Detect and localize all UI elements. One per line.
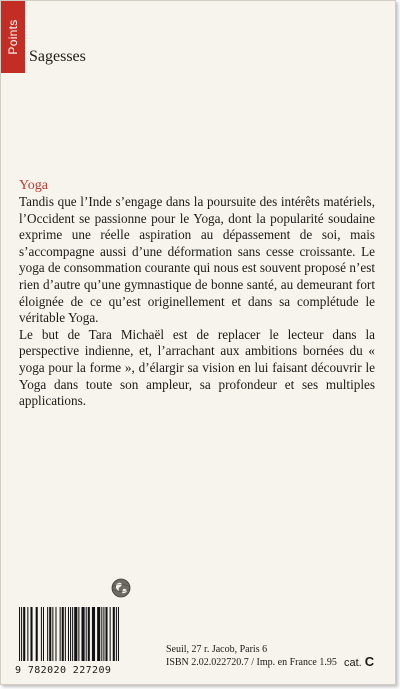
isbn-line: ISBN 2.02.022720.7 / Imp. en France 1.95 [166, 657, 337, 668]
barcode-bar [62, 607, 64, 661]
collection-tab [1, 1, 25, 73]
barcode-bar [103, 607, 104, 661]
barcode-bar [72, 607, 73, 661]
barcode-bar [36, 607, 38, 661]
barcode-bar [55, 607, 56, 661]
barcode-bar [70, 607, 71, 661]
blurb-paragraph: Tandis que l’Inde s’engage dans la poursuite des intérêts matériels, l’Occident se passionne pour le Yoga, dont la popularité soudaine exprime une réelle aspiration au dépassement de soi, mais s’accompagne aussi d’une déformation sans cesse croissante. Le yoga de consommation courante qui nous est souvent proposé n’est rien d’autre qu’une gymnastique de bonne santé, au demeurant fort éloignée de ce qu’est originellement et dans sa complétude le véritable Yoga. [19, 194, 375, 326]
barcode-bar [60, 607, 61, 661]
barcode-bar [86, 607, 87, 661]
barcode-bar [27, 607, 28, 661]
barcode-bar [82, 607, 85, 661]
publisher-address: Seuil, 27 r. Jacob, Paris 6 [166, 644, 268, 655]
category-letter: C [364, 654, 375, 669]
publisher-imprint [166, 643, 337, 669]
barcode-bar [65, 607, 66, 661]
barcode-bar [68, 607, 69, 661]
barcode-bar [92, 607, 95, 661]
barcode-bar [101, 607, 102, 661]
tab-label: Points [6, 19, 20, 55]
collection-name: Sagesses [29, 48, 86, 65]
barcode-bar [110, 607, 111, 661]
barcode-icon [17, 607, 123, 661]
barcode-bar [41, 607, 42, 661]
barcode-bar [88, 607, 90, 661]
barcode-bar [21, 607, 22, 661]
barcode-bar [105, 607, 107, 661]
price-category [344, 654, 374, 669]
globe-icon [111, 578, 131, 598]
blurb [19, 194, 375, 410]
barcode-bar [52, 607, 53, 661]
barcode-bar [113, 607, 115, 661]
barcode-bar [49, 607, 51, 661]
book-title: Yoga [19, 178, 48, 193]
barcode-bar [23, 607, 25, 661]
blurb-paragraph: Le but de Tara Michaël est de replacer le lecteur dans la perspective indienne, et, l’arrachant aux ambitions bornées du « yoga pour la forme », d’élargir sa vision en lui faisant découvrir le Yoga dans toute son ampleur, sa profondeur et ses multiples applications. [19, 326, 375, 409]
barcode-bar [19, 607, 20, 661]
barcode-bar [78, 607, 79, 661]
barcode-number: 9 782020 227209 [15, 665, 112, 676]
category-label: cat. [344, 657, 362, 669]
barcode-bar [43, 607, 44, 661]
barcode-bar [116, 607, 117, 661]
barcode-bar [74, 607, 77, 661]
barcode-bar [30, 607, 32, 661]
barcode-bar [118, 607, 119, 661]
barcode-bar [47, 607, 48, 661]
barcode-bar [97, 607, 100, 661]
